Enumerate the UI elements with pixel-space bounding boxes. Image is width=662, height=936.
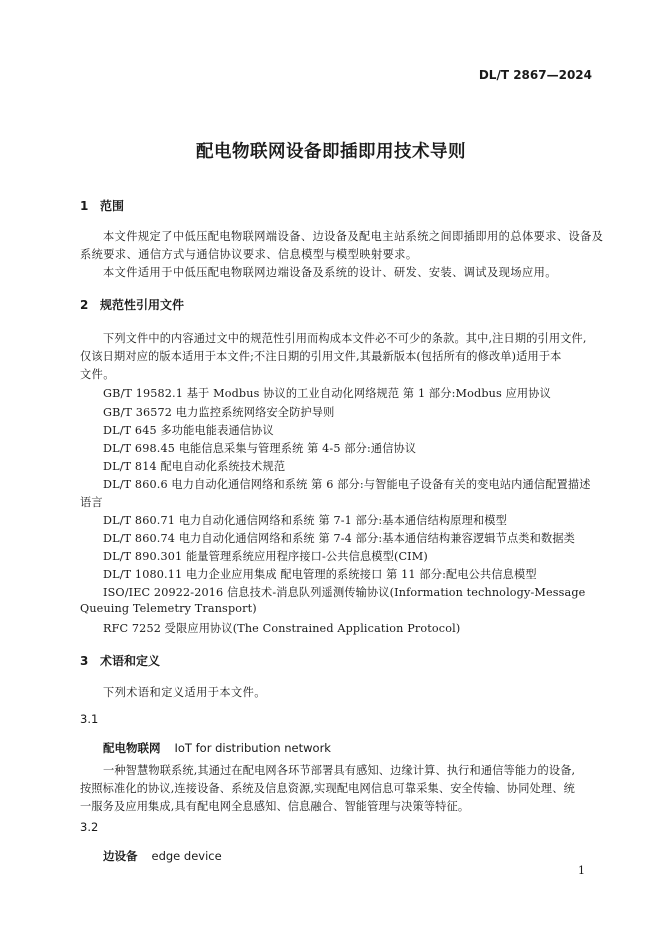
normative-intro-line: 仅该日期对应的版本适用于本文件;不注日期的引用文件,其最新版本(包括所有的修改单)适用于本 <box>80 350 562 363</box>
clause-3-2-number: 3.2 <box>80 820 99 834</box>
reference-item-continuation: 语言 <box>80 496 103 509</box>
term-3-2-zh: 边设备 <box>103 849 138 863</box>
reference-item: GB/T 19582.1 基于 Modbus 协议的工业自动化网络规范 第 1 部分:Modbus 应用协议 <box>103 387 551 400</box>
section-1-number: 1 <box>80 199 89 213</box>
section-2-heading <box>80 296 184 313</box>
scope-paragraph-line: 本文件适用于中低压配电物联网边端设备及系统的设计、研发、安装、调试及现场应用。 <box>103 266 557 279</box>
reference-item: DL/T 860.6 电力自动化通信网络和系统 第 6 部分:与智能电子设备有关的变电站内通信配置描述 <box>103 478 591 491</box>
reference-item: GB/T 36572 电力监控系统网络安全防护导则 <box>103 406 335 419</box>
term-3-1-en: IoT for distribution network <box>174 741 331 755</box>
normative-intro-line: 文件。 <box>80 368 115 381</box>
clause-3-1-number: 3.1 <box>80 712 99 726</box>
reference-item: DL/T 698.45 电能信息采集与管理系统 第 4-5 部分:通信协议 <box>103 442 417 455</box>
reference-item-continuation: Queuing Telemetry Transport) <box>80 602 257 615</box>
term-3-1 <box>103 740 331 756</box>
reference-item: DL/T 860.74 电力自动化通信网络和系统 第 7-4 部分:基本通信结构兼容逻辑节点类和数据类 <box>103 532 575 545</box>
reference-item: RFC 7252 受限应用协议(The Constrained Application Protocol) <box>103 622 461 635</box>
reference-item: DL/T 1080.11 电力企业应用集成 配电管理的系统接口 第 11 部分:配电公共信息模型 <box>103 568 537 581</box>
section-2-number: 2 <box>80 298 89 312</box>
normative-intro-line: 下列文件中的内容通过文中的规范性引用而构成本文件必不可少的条款。其中,注日期的引用文件, <box>103 332 587 345</box>
section-1-heading <box>80 197 124 214</box>
scope-paragraph-line: 本文件规定了中低压配电物联网端设备、边设备及配电主站系统之间即插即用的总体要求、设备及 <box>103 230 604 243</box>
section-1-title: 范围 <box>100 199 125 213</box>
term-3-2 <box>103 848 222 864</box>
reference-item: DL/T 890.301 能量管理系统应用程序接口-公共信息模型(CIM) <box>103 550 428 563</box>
reference-item: DL/T 860.71 电力自动化通信网络和系统 第 7-1 部分:基本通信结构原理和模型 <box>103 514 507 527</box>
reference-item: DL/T 814 配电自动化系统技术规范 <box>103 460 286 473</box>
scope-paragraph-line: 系统要求、通信方式与通信协议要求、信息模型与模型映射要求。 <box>80 248 418 261</box>
definition-line: 一服务及应用集成,具有配电网全息感知、信息融合、智能管理与决策等特征。 <box>80 800 470 813</box>
definition-line: 按照标准化的协议,连接设备、系统及信息资源,实现配电网信息可靠采集、安全传输、协同处理、统 <box>80 782 575 795</box>
term-3-1-zh: 配电物联网 <box>103 741 161 755</box>
section-2-title: 规范性引用文件 <box>100 298 185 312</box>
standard-code: DL/T 2867—2024 <box>478 68 592 82</box>
section-3-heading <box>80 652 160 669</box>
definition-line: 一种智慧物联系统,其通过在配电网各环节部署具有感知、边缘计算、执行和通信等能力的设备, <box>103 764 576 777</box>
reference-item: ISO/IEC 20922-2016 信息技术-消息队列遥测传输协议(Information technology-Message <box>103 586 586 599</box>
reference-item: DL/T 645 多功能电能表通信协议 <box>103 424 274 437</box>
term-3-2-en: edge device <box>151 849 222 863</box>
terms-intro: 下列术语和定义适用于本文件。 <box>103 686 266 699</box>
page-number: 1 <box>578 864 585 877</box>
section-3-title: 术语和定义 <box>100 654 161 668</box>
document-title: 配电物联网设备即插即用技术导则 <box>196 142 466 162</box>
section-3-number: 3 <box>80 654 89 668</box>
